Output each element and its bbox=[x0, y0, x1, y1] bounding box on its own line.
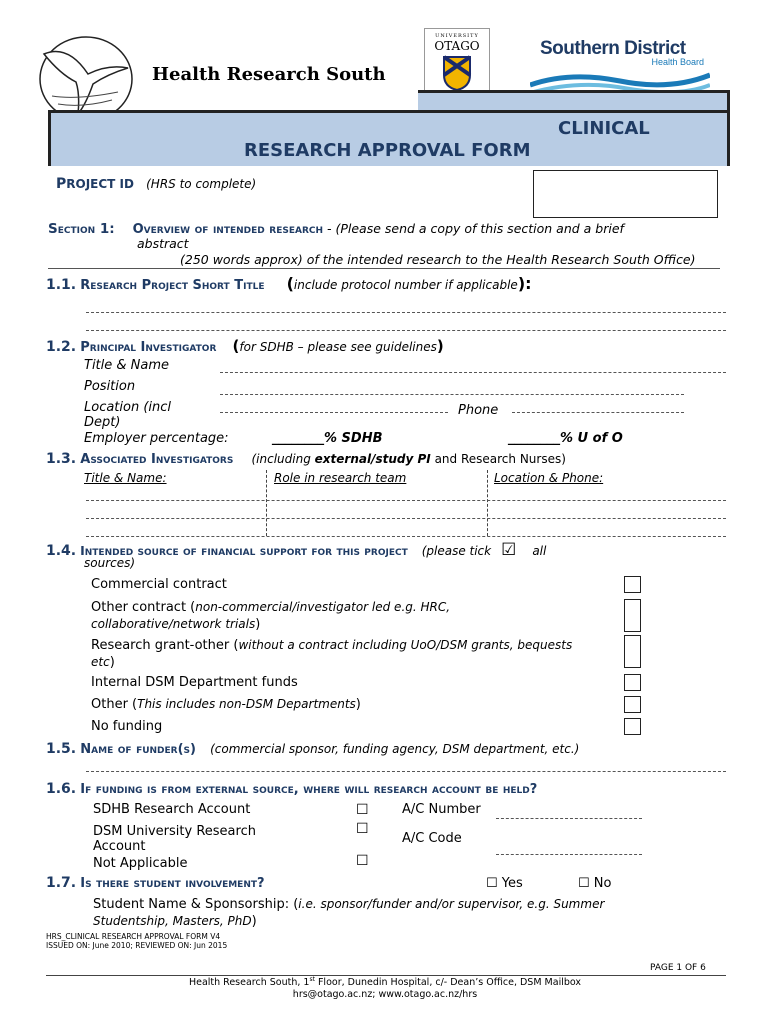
pi-location-field[interactable] bbox=[220, 412, 448, 413]
pi-employer-label: Employer percentage: bbox=[84, 431, 229, 446]
form-version: HRS_CLINICAL RESEARCH APPROVAL FORM V4 bbox=[46, 932, 221, 941]
otago-shield-icon bbox=[442, 55, 472, 91]
account-option-dsm-2: Account bbox=[93, 839, 146, 854]
otago-logo: UNIVERSITY OTAGO bbox=[424, 28, 490, 126]
assoc-col-title-name: Title & Name: bbox=[84, 471, 167, 485]
ac-number-field[interactable] bbox=[496, 818, 642, 819]
sdhb-logo: Southern District Health Board bbox=[530, 38, 710, 98]
funding-option-commercial: Commercial contract bbox=[91, 577, 227, 592]
account-checkbox-na[interactable]: ☐ bbox=[356, 853, 369, 869]
assoc-row-1[interactable] bbox=[86, 500, 726, 501]
funder-name-field[interactable] bbox=[86, 771, 726, 772]
section1-rule bbox=[48, 268, 720, 269]
account-option-sdhb: SDHB Research Account bbox=[93, 802, 251, 817]
assoc-col-divider-2 bbox=[487, 470, 488, 536]
page-title: RESEARCH APPROVAL FORM bbox=[244, 140, 531, 161]
assoc-col-role: Role in research team bbox=[274, 471, 407, 485]
assoc-col-divider-1 bbox=[266, 470, 267, 536]
assoc-col-location: Location & Phone: bbox=[494, 471, 604, 485]
funding-option-no-funding: No funding bbox=[91, 719, 163, 734]
ac-code-label: A/C Code bbox=[402, 831, 462, 846]
s1-5-heading: 1.5. Name of funder(s) (commercial sponsor, funding agency, DSM department, etc.) bbox=[46, 741, 580, 757]
project-id-label: PROJECT ID (HRS to complete) bbox=[56, 176, 257, 192]
pi-position-label: Position bbox=[84, 379, 136, 394]
pi-location-label-2: Dept) bbox=[84, 415, 121, 430]
funding-checkbox-research-grant[interactable] bbox=[624, 635, 641, 668]
pi-location-label: Location (incl bbox=[84, 400, 172, 415]
pi-title-name-label: Title & Name bbox=[84, 358, 170, 373]
assoc-row-2[interactable] bbox=[86, 518, 726, 519]
account-checkbox-sdhb[interactable]: ☐ bbox=[356, 802, 369, 818]
funding-option-other: Other (This includes non-DSM Departments) bbox=[91, 697, 361, 712]
s1-6-heading: 1.6. If funding is from external source, where will research account be held? bbox=[46, 781, 538, 797]
pi-pct-sdhb[interactable]: ________% SDHB bbox=[272, 431, 383, 446]
section1-note-3: (250 words approx) of the intended research to the Health Research South Office) bbox=[180, 252, 696, 267]
pi-pct-uoo[interactable]: ________% U of O bbox=[508, 431, 623, 446]
org-name: Health Research South bbox=[152, 64, 386, 85]
pi-title-name-field[interactable] bbox=[220, 372, 726, 373]
s1-7-heading: 1.7. Is there student involvement? bbox=[46, 875, 265, 891]
funding-option-other-contract: Other contract (non-commercial/investigator led e.g. HRC, collaborative/network trials) bbox=[91, 600, 451, 632]
pi-phone-label: Phone bbox=[458, 403, 499, 418]
project-id-field[interactable] bbox=[533, 170, 718, 218]
s1-4-heading: 1.4. Intended source of financial support for this project (please tick ☑ all bbox=[46, 540, 547, 560]
s1-3-heading: 1.3. Associated Investigators (including external/study PI and Research Nurses) bbox=[46, 451, 566, 467]
s1-4-note-2: sources) bbox=[84, 556, 136, 570]
funding-option-research-grant: Research grant-other (without a contract including UoO/DSM grants, bequests etc) bbox=[91, 638, 573, 670]
section1-heading: Section 1: Overview of intended research - (Please send a copy of this section and a brief bbox=[48, 221, 624, 237]
funding-checkbox-internal-dsm[interactable] bbox=[624, 674, 641, 691]
account-option-na: Not Applicable bbox=[93, 856, 188, 871]
funding-checkbox-commercial[interactable] bbox=[624, 576, 641, 593]
assoc-row-3[interactable] bbox=[86, 536, 726, 537]
account-checkbox-dsm[interactable]: ☐ bbox=[356, 821, 369, 837]
footer-address: Health Research South, 1st Floor, Dunedin Hospital, c/- Dean’s Office, DSM Mailbox bbox=[188, 976, 582, 989]
tick-example-icon: ☑ bbox=[501, 540, 517, 560]
pi-position-field[interactable] bbox=[220, 394, 684, 395]
short-title-line-2[interactable] bbox=[86, 330, 726, 331]
pi-phone-field[interactable] bbox=[512, 412, 684, 413]
section1-note-2: abstract bbox=[137, 236, 189, 251]
form-dates: ISSUED ON: June 2010; REVIEWED ON: Jun 2015 bbox=[46, 941, 228, 950]
student-no-checkbox[interactable]: ☐ No bbox=[578, 876, 612, 891]
page-number: PAGE 1 OF 6 bbox=[650, 963, 706, 973]
account-option-dsm-1: DSM University Research bbox=[93, 824, 256, 839]
ac-code-field[interactable] bbox=[496, 854, 642, 855]
funding-checkbox-other-contract[interactable] bbox=[624, 599, 641, 632]
ac-number-label: A/C Number bbox=[402, 802, 481, 817]
funding-option-internal-dsm: Internal DSM Department funds bbox=[91, 675, 298, 690]
footer-contact: hrs@otago.ac.nz; www.otago.ac.nz/hrs bbox=[292, 989, 478, 1000]
funding-checkbox-no-funding[interactable] bbox=[624, 718, 641, 735]
short-title-line-1[interactable] bbox=[86, 312, 726, 313]
title-line1: CLINICAL bbox=[558, 118, 650, 139]
s1-2-heading: 1.2. Principal Investigator (for SDHB – please see guidelines) bbox=[46, 337, 444, 355]
student-sponsorship-label: Student Name & Sponsorship: (i.e. sponsor/funder and/or supervisor, e.g. Summer Studentship, Masters, PhD) bbox=[93, 897, 605, 929]
funding-checkbox-other[interactable] bbox=[624, 696, 641, 713]
s1-1-heading: 1.1. Research Project Short Title (include protocol number if applicable): bbox=[46, 274, 532, 293]
student-yes-checkbox[interactable]: ☐ Yes bbox=[486, 876, 523, 891]
